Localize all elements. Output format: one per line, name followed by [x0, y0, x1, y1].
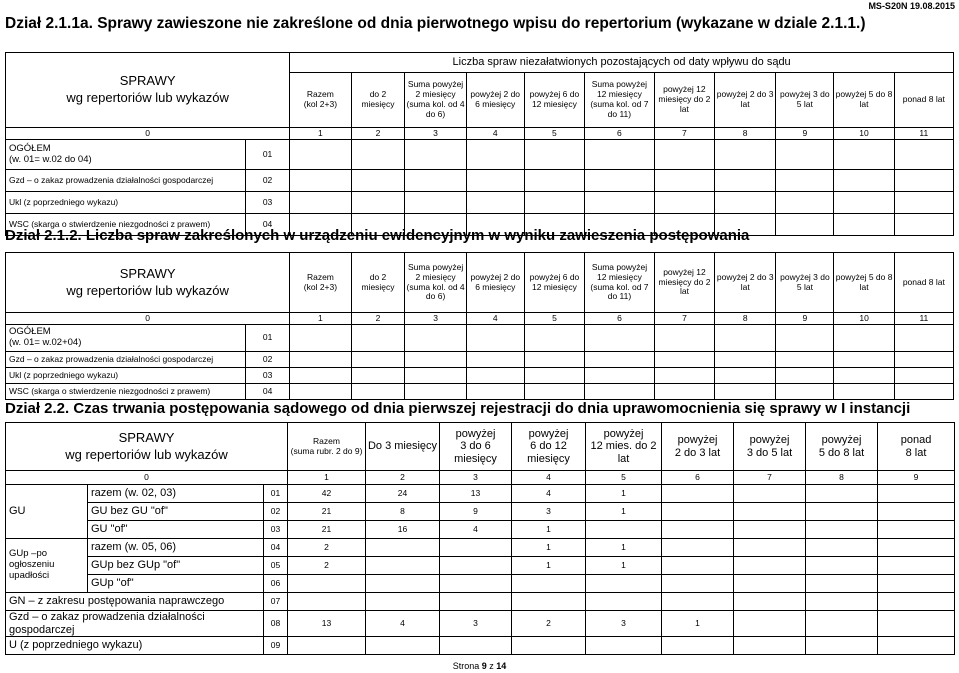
cell: [440, 593, 512, 611]
col-header: Suma powyżej 12 miesięcy (suma kol. od 7 do 11): [585, 73, 655, 128]
col-header: powyżej 5 do 8 lat: [834, 253, 894, 313]
row-label: razem (w. 05, 06): [88, 539, 264, 557]
col-number: 8: [714, 128, 775, 140]
section-2-1-2-title: Dział 2.1.2. Liczba spraw zakreślonych w urządzeniu ewidencyjnym w wyniku zawieszenia postępowania: [5, 227, 750, 244]
cell: [806, 611, 878, 637]
cell: 4: [366, 611, 440, 637]
cell: [512, 637, 586, 655]
cell: 13: [288, 611, 366, 637]
row-number: 06: [264, 575, 288, 593]
cell: 16: [366, 521, 440, 539]
col-number: 2: [351, 128, 405, 140]
row-number: 02: [264, 503, 288, 521]
cell: [662, 575, 734, 593]
table-row: [6, 521, 955, 539]
cell: [662, 503, 734, 521]
cell: 42: [288, 485, 366, 503]
cell: [734, 521, 806, 539]
cell: [662, 557, 734, 575]
col-number: 2: [366, 471, 440, 485]
footer-prefix: Strona: [452, 661, 480, 671]
col-number: 2: [351, 313, 405, 325]
row-number: 08: [264, 611, 288, 637]
row-label: U (z poprzedniego wykazu): [6, 637, 264, 655]
col-number: 11: [894, 128, 953, 140]
col-number: 11: [894, 313, 953, 325]
cell: 24: [366, 485, 440, 503]
col-header: powyżej 6 do 12 miesięcy: [524, 253, 584, 313]
cell: [662, 521, 734, 539]
col-number: 6: [585, 313, 655, 325]
cell: [806, 593, 878, 611]
cell: [734, 557, 806, 575]
col-number: 8: [715, 313, 776, 325]
cell: [878, 485, 955, 503]
cell: 2: [512, 611, 586, 637]
cell: [440, 575, 512, 593]
cell: [806, 637, 878, 655]
cell: 9: [440, 503, 512, 521]
row-number: 09: [264, 637, 288, 655]
table-2-1-1a: [5, 52, 954, 236]
col-header: powyżej 6 do 12 miesięcy: [512, 423, 586, 471]
cell: [366, 637, 440, 655]
col-header: powyżej 3 do 5 lat: [776, 253, 834, 313]
row-label: Gzd – o zakaz prowadzenia działalności gospodarczej: [6, 611, 264, 637]
cell: [878, 557, 955, 575]
row-label: Gzd – o zakaz prowadzenia działalności gospodarczej: [6, 170, 246, 192]
col-number: 3: [440, 471, 512, 485]
footer-page: 9: [481, 661, 487, 671]
table-row: [6, 611, 955, 637]
col-number: 1: [290, 313, 351, 325]
super-header: Liczba spraw niezałatwionych pozostających od daty wpływu do sądu: [290, 53, 954, 73]
cell: [366, 539, 440, 557]
row-label: Ukl (z poprzedniego wykazu): [6, 192, 246, 214]
cell: 1: [586, 485, 662, 503]
col-number: 5: [586, 471, 662, 485]
cell: 3: [512, 503, 586, 521]
col-header: ponad 8 lat: [878, 423, 955, 471]
col-number: 4: [466, 128, 524, 140]
cell: [586, 593, 662, 611]
table-row: [6, 368, 954, 384]
cell: 3: [440, 611, 512, 637]
cell: [806, 539, 878, 557]
footer-sep: z: [489, 661, 494, 671]
cell: [806, 485, 878, 503]
col-header: ponad 8 lat: [894, 253, 953, 313]
col-header: do 2 miesięcy: [351, 253, 405, 313]
row-number: 02: [245, 170, 289, 192]
col-header: powyżej 2 do 6 miesięcy: [466, 73, 524, 128]
rowhead: SPRAWY wg repertoriów lub wykazów: [6, 423, 288, 471]
cell: [366, 575, 440, 593]
col-header: powyżej 2 do 3 lat: [662, 423, 734, 471]
row-label: WSC (skarga o stwierdzenie niezgodności z prawem): [6, 384, 246, 400]
row-number: 04: [264, 539, 288, 557]
col-number: 9: [776, 128, 834, 140]
col-header: powyżej 5 do 8 lat: [834, 73, 894, 128]
col-header: Suma powyżej 12 miesięcy (suma kol. od 7 do 11): [585, 253, 655, 313]
col-header: powyżej 2 do 6 miesięcy: [466, 253, 524, 313]
row-label: OGÓŁEM (w. 01= w.02 do 04): [6, 140, 246, 170]
col-number: 5: [524, 128, 584, 140]
col-header: Suma powyżej 2 miesięcy (suma kol. od 4 do 6): [405, 253, 466, 313]
group-gup: GUp –po ogłoszeniu upadłości: [6, 539, 88, 593]
col-header: Suma powyżej 2 miesięcy (suma kol. od 4 do 6): [405, 73, 466, 128]
table-row: [6, 140, 954, 170]
table-row: [6, 503, 955, 521]
cell: [440, 637, 512, 655]
table-row: [6, 170, 954, 192]
cell: [878, 521, 955, 539]
cell: 21: [288, 521, 366, 539]
cell: 4: [440, 521, 512, 539]
cell: [288, 637, 366, 655]
col-header: powyżej 2 do 3 lat: [715, 253, 776, 313]
col-number: 0: [6, 313, 290, 325]
cell: [734, 637, 806, 655]
cell: [440, 557, 512, 575]
cell: [878, 539, 955, 557]
row-number: 05: [264, 557, 288, 575]
footer-total: 14: [496, 661, 507, 671]
cell: [734, 593, 806, 611]
col-header: Razem (suma rubr. 2 do 9): [288, 423, 366, 471]
col-number: 5: [524, 313, 584, 325]
row-label: GN – z zakresu postępowania naprawczego: [6, 593, 264, 611]
cell: [806, 557, 878, 575]
col-header: powyżej 12 miesięcy do 2 lat: [654, 253, 714, 313]
cell: 8: [366, 503, 440, 521]
col-number: 7: [654, 313, 714, 325]
row-label: razem (w. 02, 03): [88, 485, 264, 503]
cell: 1: [586, 539, 662, 557]
cell: 2: [288, 539, 366, 557]
cell: [734, 503, 806, 521]
cell: [662, 539, 734, 557]
cell: 1: [586, 557, 662, 575]
col-number: 9: [776, 313, 834, 325]
row-label: WSC (skarga o stwierdzenie niezgodności z prawem): [6, 214, 246, 236]
cell: [366, 593, 440, 611]
form-code: MS-S20N 19.08.2015: [868, 1, 955, 11]
col-header: powyżej 12 miesięcy do 2 lat: [654, 73, 714, 128]
cell: [288, 575, 366, 593]
table-row: [6, 192, 954, 214]
rowhead: SPRAWY wg repertoriów lub wykazów: [6, 253, 290, 313]
table-2-1-2: [5, 252, 954, 400]
row-label: Gzd – o zakaz prowadzenia działalności gospodarczej: [6, 352, 246, 368]
cell: [878, 611, 955, 637]
cell: [734, 485, 806, 503]
cell: 4: [512, 485, 586, 503]
row-label: Ukl (z poprzedniego wykazu): [6, 368, 246, 384]
cell: [586, 521, 662, 539]
cell: [586, 637, 662, 655]
col-number: 1: [288, 471, 366, 485]
col-number: 0: [6, 128, 290, 140]
row-number: 03: [245, 368, 289, 384]
col-number: 10: [834, 313, 894, 325]
col-number: 9: [878, 471, 955, 485]
col-number: 3: [405, 128, 466, 140]
cell: [806, 521, 878, 539]
table-row: [6, 539, 955, 557]
row-label: GUp bez GUp "of": [88, 557, 264, 575]
row-number: 03: [245, 192, 289, 214]
col-header: powyżej 2 do 3 lat: [714, 73, 775, 128]
cell: 13: [440, 485, 512, 503]
cell: 1: [512, 539, 586, 557]
col-header: Razem (kol 2+3): [290, 73, 351, 128]
cell: [878, 593, 955, 611]
table-row: [6, 384, 954, 400]
group-gu: GU: [6, 485, 88, 539]
row-number: 01: [264, 485, 288, 503]
col-number: 4: [512, 471, 586, 485]
cell: 3: [586, 611, 662, 637]
cell: 1: [586, 503, 662, 521]
col-header: powyżej 6 do 12 miesięcy: [524, 73, 584, 128]
cell: [806, 503, 878, 521]
cell: [878, 503, 955, 521]
col-number: 0: [6, 471, 288, 485]
cell: [806, 575, 878, 593]
cell: 1: [662, 611, 734, 637]
col-header: Razem (kol 2+3): [290, 253, 351, 313]
row-number: 03: [264, 521, 288, 539]
cell: [288, 593, 366, 611]
col-header: powyżej 12 mies. do 2 lat: [586, 423, 662, 471]
row-label: OGÓŁEM (w. 01= w.02+04): [6, 325, 246, 352]
table-row: [6, 325, 954, 352]
cell: [662, 637, 734, 655]
col-number: 7: [654, 128, 714, 140]
section-2-1-1a-title: Dział 2.1.1a. Sprawy zawieszone nie zakreślone od dnia pierwotnego wpisu do repertorium (wykazane w dziale 2.1.1.): [5, 15, 866, 32]
table-row: [6, 637, 955, 655]
row-number: 04: [245, 384, 289, 400]
col-number: 4: [466, 313, 524, 325]
page-footer: [0, 661, 959, 671]
col-number: 6: [662, 471, 734, 485]
cell: 1: [512, 521, 586, 539]
col-number: 10: [834, 128, 894, 140]
table-row: [6, 593, 955, 611]
col-header: powyżej 5 do 8 lat: [806, 423, 878, 471]
cell: [512, 575, 586, 593]
col-number: 6: [585, 128, 655, 140]
cell: [662, 593, 734, 611]
row-label: GUp "of": [88, 575, 264, 593]
row-number: 02: [245, 352, 289, 368]
cell: [586, 575, 662, 593]
col-header: Do 3 miesięcy: [366, 423, 440, 471]
col-number: 8: [806, 471, 878, 485]
cell: 21: [288, 503, 366, 521]
col-header: ponad 8 lat: [894, 73, 953, 128]
cell: [878, 575, 955, 593]
cell: 1: [512, 557, 586, 575]
cell: [734, 575, 806, 593]
cell: [734, 539, 806, 557]
rowhead: SPRAWY wg repertoriów lub wykazów: [6, 53, 290, 128]
table-row: [6, 352, 954, 368]
table-row: [6, 575, 955, 593]
cell: [662, 485, 734, 503]
table-row: [6, 485, 955, 503]
col-number: 7: [734, 471, 806, 485]
row-label: GU "of": [88, 521, 264, 539]
row-number: 01: [245, 325, 289, 352]
cell: [878, 637, 955, 655]
cell: [734, 611, 806, 637]
row-number: 04: [245, 214, 289, 236]
cell: [512, 593, 586, 611]
row-number: 07: [264, 593, 288, 611]
row-label: GU bez GU "of": [88, 503, 264, 521]
col-header: do 2 miesięcy: [351, 73, 405, 128]
col-number: 3: [405, 313, 466, 325]
table-row: [6, 557, 955, 575]
cell: 2: [288, 557, 366, 575]
section-2-2-title: Dział 2.2. Czas trwania postępowania sądowego od dnia pierwszej rejestracji do dnia uprawomocnienia się sprawy w I instancji: [5, 400, 911, 417]
row-number: 01: [245, 140, 289, 170]
col-number: 1: [290, 128, 351, 140]
cell: [366, 557, 440, 575]
cell: [440, 539, 512, 557]
table-2-2: [5, 422, 955, 655]
col-header: powyżej 3 do 5 lat: [776, 73, 834, 128]
col-header: powyżej 3 do 6 miesięcy: [440, 423, 512, 471]
col-header: powyżej 3 do 5 lat: [734, 423, 806, 471]
